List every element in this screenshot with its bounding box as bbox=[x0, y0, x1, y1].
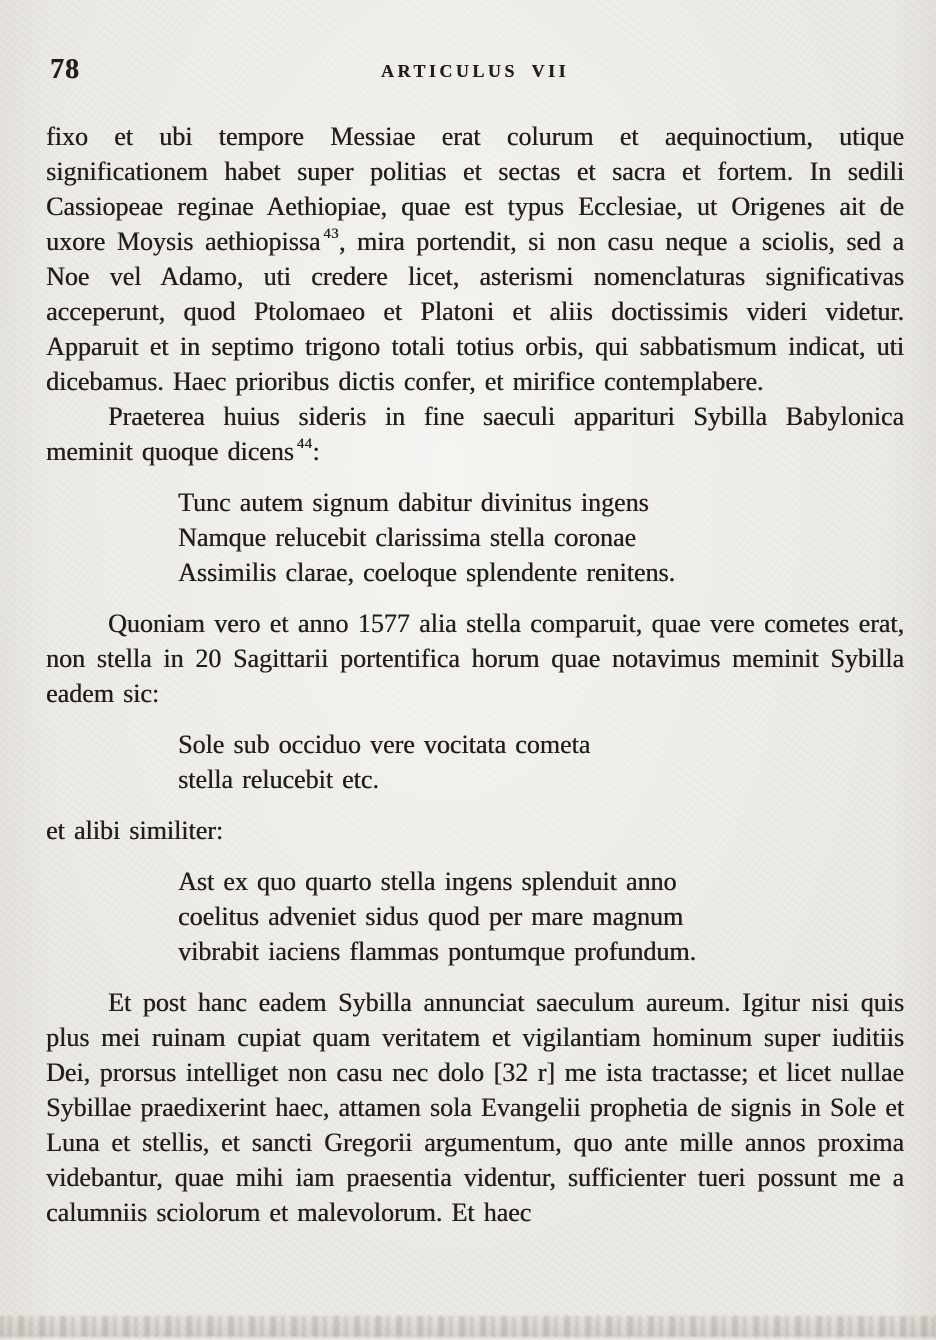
page-header bbox=[46, 54, 904, 90]
running-head: ARTICULUS VII bbox=[380, 61, 570, 81]
verse-block bbox=[46, 727, 904, 797]
verse-line: vibrabit iaciens flammas pontumque profundum. bbox=[178, 937, 697, 966]
scan-shadow-band bbox=[0, 1316, 936, 1337]
verse-block bbox=[46, 485, 904, 590]
paragraph: Quoniam vero et anno 1577 alia stella comparuit, quae vere cometes erat, non stella in 20 Sagittarii portentifica horum quae notavimus meminit Sybilla eadem sic: bbox=[46, 609, 904, 708]
page-number: 78 bbox=[50, 54, 80, 85]
verse-line: Sole sub occiduo vere vocitata cometa bbox=[178, 730, 591, 759]
verse-line: stella relucebit etc. bbox=[178, 765, 379, 794]
verse-line: Tunc autem signum dabitur divinitus ingens bbox=[178, 488, 649, 517]
paragraph: et alibi similiter: bbox=[46, 816, 224, 845]
verse-line: Ast ex quo quarto stella ingens splenduit anno bbox=[178, 867, 677, 896]
footnote-ref: 44 bbox=[296, 435, 313, 452]
paragraph: fixo et ubi tempore Messiae erat colurum et aequinoctium, utique significationem habet super politias et sectas et sacra et fortem. In sedili Cassiopeae reginae Aethiopiae, quae est typus Ecclesiae, ut Origenes ait de uxore Moysis aethiopissa $^{43}$, mira portendit, si non casu neque a sciolis, sed a Noe vel Adamo, uti credere licet, asterismi nomenclaturas significativas acceperunt, quod Ptolomaeo et Platoni et aliis doctissimis videri videtur. Apparuit et in septimo trigono totali totius orbis, qui sabbatismum indicat, uti dicebamus. Haec prioribus dictis confer, et mirifice contemplabere. bbox=[46, 122, 904, 396]
verse-line: coelitus adveniet sidus quod per mare magnum bbox=[178, 902, 684, 931]
verse-block bbox=[46, 864, 904, 969]
verse-line: Assimilis clarae, coeloque splendente renitens. bbox=[178, 558, 676, 587]
page-body bbox=[46, 119, 904, 1230]
paragraph: Et post hanc eadem Sybilla annunciat saeculum aureum. Igitur nisi quis plus mei ruinam cupiat quam veritatem et vigilantiam hominum super iuditiis Dei, prorsus intelliget non casu nec dolo [32 r] me ista tractasse; et licet nullae Sybillae praedixerint haec, attamen sola Evangelii prophetia de signis in Sole et Luna et stellis, et sancti Gregorii argumentum, quo ante mille annos proxima videbantur, quae mihi iam praesentia videntur, sufficienter tueri possunt me a calumniis sciolorum et malevolorum. Et haec bbox=[46, 988, 904, 1227]
verse-line: Namque relucebit clarissima stella coronae bbox=[178, 523, 636, 552]
footnote-ref: 43 bbox=[323, 225, 339, 242]
paragraph: Praeterea huius sideris in fine saeculi apparituri Sybilla Babylonica meminit quoque dicens $^{44}$: bbox=[46, 402, 904, 466]
